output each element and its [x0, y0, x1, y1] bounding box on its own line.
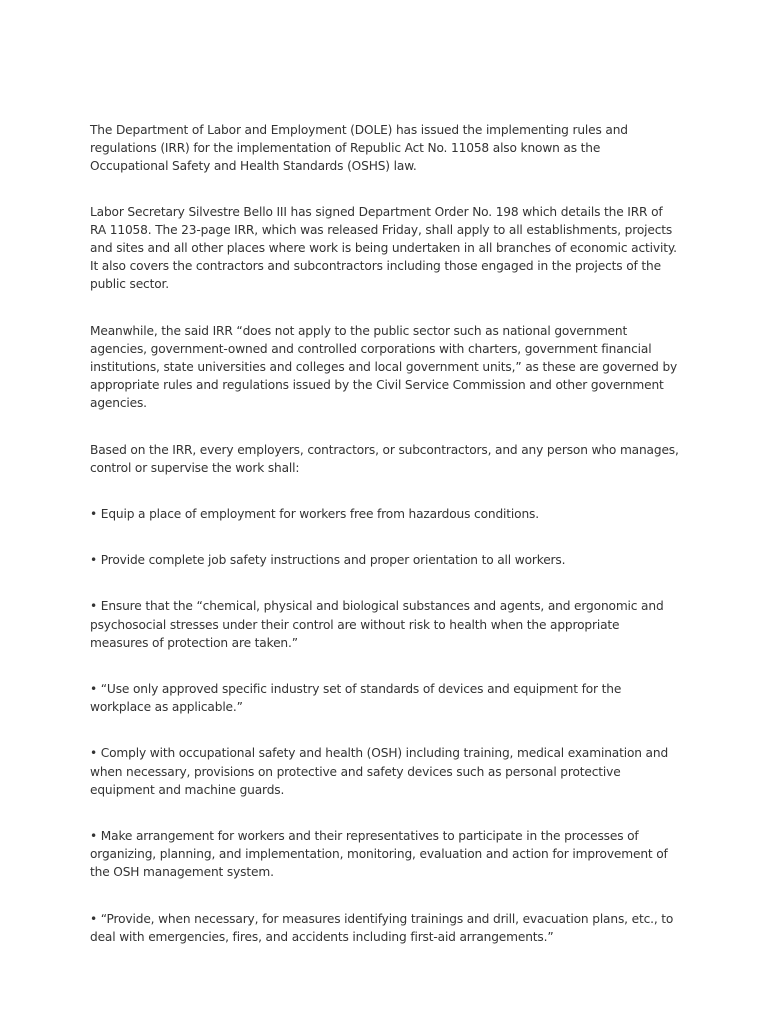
- paragraph-employer-duties-intro: Based on the IRR, every employers, contractors, or subcontractors, and any person who manages, control or supervise the work shall:: [90, 442, 679, 475]
- list-item-hazard-free: • Equip a place of employment for workers free from hazardous conditions.: [90, 507, 539, 522]
- paragraph-dole-irr: The Department of Labor and Employment (DOLE) has issued the implementing rules and regulations (IRR) for the implementation of Republic Act No. 11058 also known as the Occupational Safety and Health Standards (OSHS) law.: [90, 123, 628, 174]
- list-item-safety-instructions: • Provide complete job safety instructions and proper orientation to all workers.: [90, 553, 566, 568]
- list-item-substances-risk: • Ensure that the “chemical, physical and biological substances and agents, and ergonomic and psychosocial stresses under their control are without risk to health when the appropriate measures of protection are taken.”: [90, 599, 664, 650]
- document-body: [90, 121, 680, 946]
- list-item-emergency-measures: • “Provide, when necessary, for measures identifying trainings and drill, evacuation plans, etc., to deal with emergencies, fires, and accidents including first-aid arrangements.”: [90, 911, 674, 944]
- paragraph-bello-order: Labor Secretary Silvestre Bello III has signed Department Order No. 198 which details the IRR of RA 11058. The 23-page IRR, which was released Friday, shall apply to all establishments, projects and sites and all other places where work is being undertaken in all branches of economic activity. It also covers the contractors and subcontractors including those engaged in the projects of the public sector.: [90, 204, 677, 292]
- list-item-osh-compliance: • Comply with occupational safety and health (OSH) including training, medical examination and when necessary, provisions on protective and safety devices such as personal protective equipment and machine guards.: [90, 746, 669, 797]
- list-item-worker-participation: • Make arrangement for workers and their representatives to participate in the processes of organizing, planning, and implementation, monitoring, evaluation and action for improvement of the OSH management system.: [90, 829, 668, 880]
- list-item-approved-standards: • “Use only approved specific industry set of standards of devices and equipment for the workplace as applicable.”: [90, 682, 622, 715]
- paragraph-public-sector-exclusion: Meanwhile, the said IRR “does not apply to the public sector such as national government agencies, government-owned and controlled corporations with charters, government financial institutions, state universities and colleges and local government units,” as these are governed by appropriate rules and regulations issued by the Civil Service Commission and other government agencies.: [90, 323, 678, 411]
